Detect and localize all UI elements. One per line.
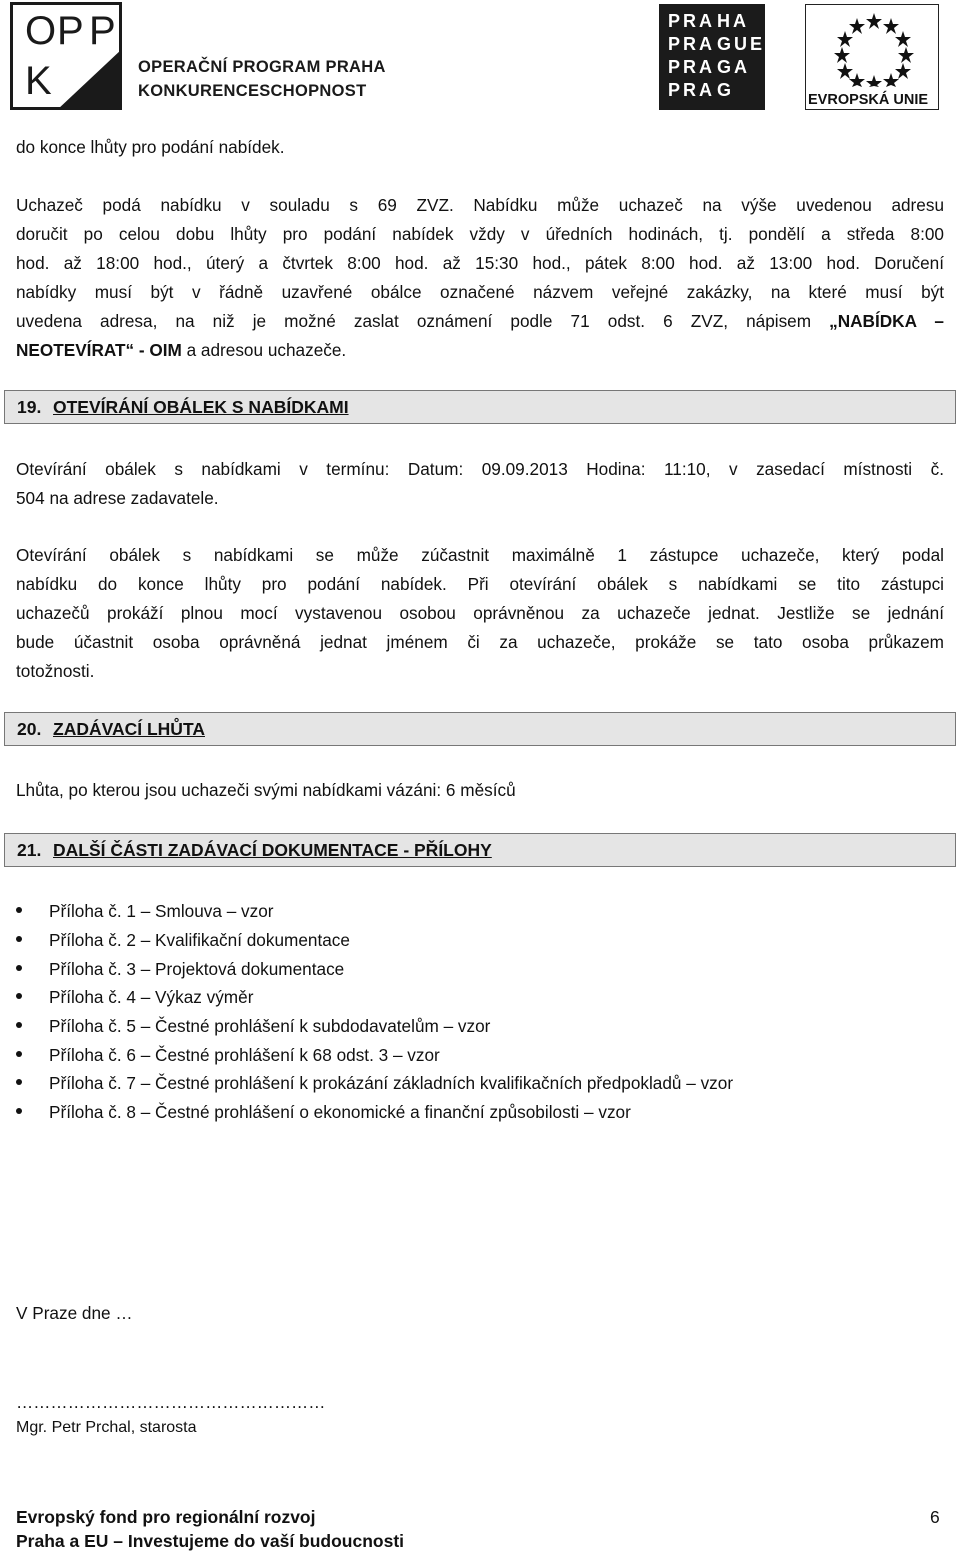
bullet-icon xyxy=(16,1108,22,1114)
prague-logo xyxy=(659,4,765,110)
oppk-logo xyxy=(10,2,122,110)
oppk-program-subtitle: KONKURENCESCHOPNOST xyxy=(138,82,367,100)
envelope-label-start: „NABÍDKA – xyxy=(829,311,944,331)
opening-date-line-2: 504 na adrese zadavatele. xyxy=(16,488,219,508)
oppk-letter-p2: P xyxy=(89,9,118,53)
opening-date-line-1: Otevírání obálek s nabídkami v termínu: Datum: 09.09.2013 Hodina: 11:10, v zasedací místnosti č. xyxy=(16,459,944,479)
prague-row-4-right: G xyxy=(717,80,735,100)
list-item xyxy=(16,897,916,926)
list-item xyxy=(16,926,916,955)
page-number: 6 xyxy=(930,1507,940,1527)
eu-label: EVROPSKÁ UNIE xyxy=(808,92,929,108)
opening-date-paragraph xyxy=(16,455,944,513)
attendance-line-3: uchazečů prokáží plnou mocí vystavenou osobou oprávněnou za uchazeče jednat. Jestliže se jednání xyxy=(16,603,944,623)
submission-line-3: hod. až 18:00 hod., úterý a čtvrtek 8:00 hod. až 15:30 hod., pátek 8:00 hod. až 13:00 hod. Doručení xyxy=(16,253,944,273)
section-19-number: 19. xyxy=(17,397,42,417)
signature-line: ……………………………………………… xyxy=(16,1392,326,1412)
binding-period-text: Lhůta, po kterou jsou uchazeči svými nabídkami vázáni: 6 měsíců xyxy=(16,780,516,800)
section-19-header xyxy=(4,390,956,424)
submission-line-2: doručit po celou dobu lhůty pro podání nabídek vždy v úředních hodinách, tj. pondělí a středa 8:00 xyxy=(16,224,944,244)
attendance-line-2: nabídku do konce lhůty pro podání nabídek. Při otevírání obálek s nabídkami se tito zástupci xyxy=(16,574,944,594)
list-item xyxy=(16,955,916,984)
prague-row-1-right: HA xyxy=(717,11,749,31)
section-19-title: OTEVÍRÁNÍ OBÁLEK S NABÍDKAMI xyxy=(53,397,349,417)
submission-line-4: nabídky musí být v řádně uzavřené obálce označené názvem veřejné zakázky, na které musí být xyxy=(16,282,944,302)
attachment-label: Příloha č. 2 – Kvalifikační dokumentace xyxy=(49,930,350,950)
prague-row-2-left: PRA xyxy=(668,34,716,54)
submission-line-5 xyxy=(16,307,944,336)
bullet-icon xyxy=(16,1022,22,1028)
list-item xyxy=(16,1069,916,1098)
oppk-program-name: OPERAČNÍ PROGRAM PRAHA xyxy=(138,58,386,76)
section-21-title: DALŠÍ ČÁSTI ZADÁVACÍ DOKUMENTACE - PŘÍLOHY xyxy=(53,840,492,860)
list-item xyxy=(16,1041,916,1070)
prague-row-3-right: GA xyxy=(717,57,750,77)
prague-row-1-left: PRA xyxy=(668,11,716,31)
attachment-label: Příloha č. 6 – Čestné prohlášení k 68 odst. 3 – vzor xyxy=(49,1045,440,1065)
oppk-letter-p1: P xyxy=(57,9,86,53)
attachment-label: Příloha č. 7 – Čestné prohlášení k prokázání základních kvalifikačních předpokladů – vzor xyxy=(49,1073,734,1093)
oppk-letter-o: O xyxy=(25,9,59,53)
eu-logo xyxy=(805,4,939,110)
section-21-header xyxy=(4,833,956,867)
submission-line-1: Uchazeč podá nabídku v souladu s 69 ZVZ. Nabídku může uchazeč na výše uvedenou adresu xyxy=(16,195,944,215)
bullet-icon xyxy=(16,993,22,999)
attachment-label: Příloha č. 3 – Projektová dokumentace xyxy=(49,959,345,979)
bullet-icon xyxy=(16,965,22,971)
oppk-letter-k: K xyxy=(25,59,54,103)
eu-stars-icon xyxy=(834,11,914,87)
section-20-number: 20. xyxy=(17,719,42,739)
place-date: V Praze dne … xyxy=(16,1303,133,1323)
attachment-label: Příloha č. 8 – Čestné prohlášení o ekonomické a finanční způsobilosti – vzor xyxy=(49,1102,631,1122)
bullet-icon xyxy=(16,936,22,942)
opening-attendance-paragraph xyxy=(16,541,944,686)
bullet-icon xyxy=(16,907,22,913)
intro-line: do konce lhůty pro podání nabídek. xyxy=(16,137,285,157)
submission-line-6-text: a adresou uchazeče. xyxy=(181,340,347,360)
list-item xyxy=(16,983,916,1012)
oppk-corner-icon xyxy=(57,49,122,110)
signatory-name: Mgr. Petr Prchal, starosta xyxy=(16,1419,197,1436)
attendance-line-1: Otevírání obálek s nabídkami se může zúčastnit maximálně 1 zástupce uchazeče, který podal xyxy=(16,545,944,565)
attendance-line-5: totožnosti. xyxy=(16,661,95,681)
bullet-icon xyxy=(16,1051,22,1057)
attendance-line-4: bude účastnit osoba oprávněná jednat jménem či za uchazeče, prokáže se tato osoba průkazem xyxy=(16,632,944,652)
section-21-number: 21. xyxy=(17,840,42,860)
attachment-label: Příloha č. 5 – Čestné prohlášení k subdodavatelům – vzor xyxy=(49,1016,491,1036)
submission-line-5-text: uvedena adresa, na niž je možné zaslat oznámení podle 71 odst. 6 ZVZ, nápisem xyxy=(16,311,812,331)
section-20-title: ZADÁVACÍ LHŮTA xyxy=(53,719,205,739)
list-item xyxy=(16,1098,916,1127)
submission-paragraph xyxy=(16,191,944,365)
footer-slogan: Praha a EU – Investujeme do vaší budoucnosti xyxy=(16,1531,405,1551)
attachment-label: Příloha č. 1 – Smlouva – vzor xyxy=(49,901,274,921)
footer-fund-name: Evropský fond pro regionální rozvoj xyxy=(16,1507,316,1527)
section-20-header xyxy=(4,712,956,746)
list-item xyxy=(16,1012,916,1041)
submission-line-6 xyxy=(16,336,944,365)
prague-row-4-left: PRA xyxy=(668,80,716,100)
envelope-label-end: NEOTEVÍRAT“ - OIM xyxy=(16,340,182,360)
prague-row-3-left: PRA xyxy=(668,57,716,77)
attachment-label: Příloha č. 4 – Výkaz výměr xyxy=(49,987,254,1007)
prague-row-2-right: GUE xyxy=(717,34,766,54)
bullet-icon xyxy=(16,1079,22,1085)
